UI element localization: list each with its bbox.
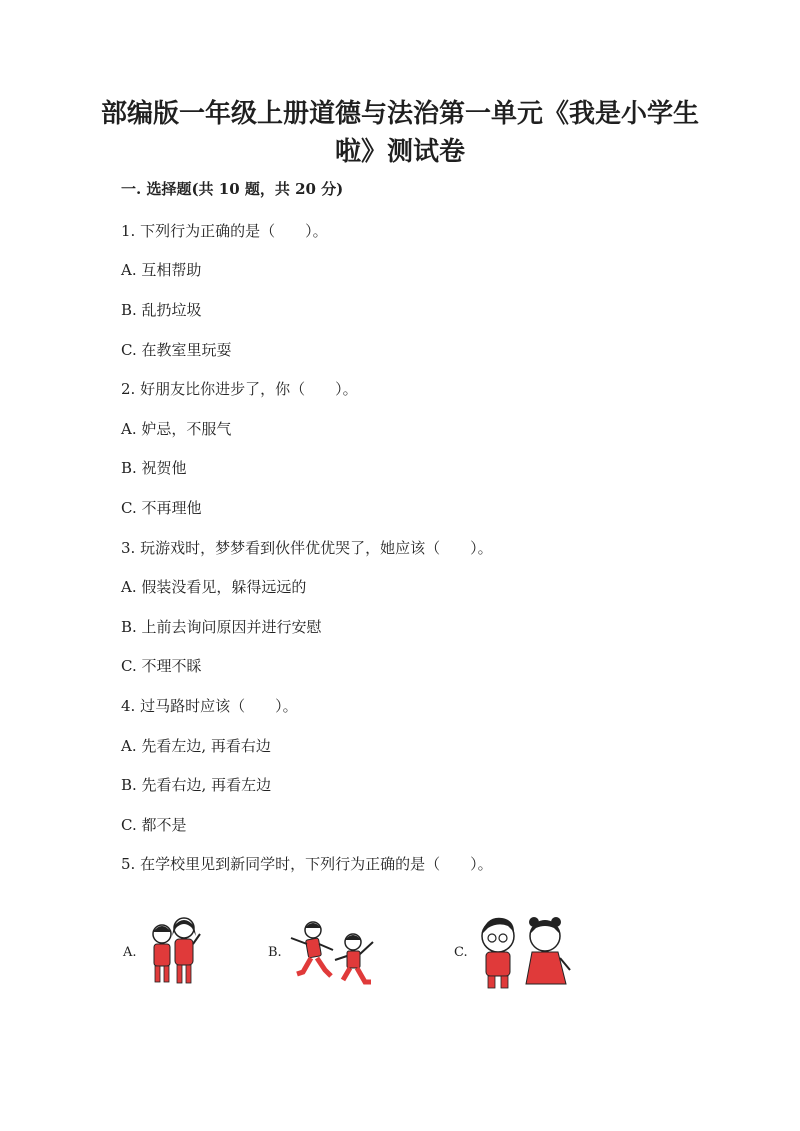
question-5-option-c-illustration[interactable] (472, 912, 577, 992)
question-2-option-a[interactable]: A. 妒忌，不服气 (121, 420, 232, 438)
question-1-option-c[interactable]: C. 在教室里玩耍 (121, 341, 232, 359)
question-4-option-b[interactable]: B. 先看右边, 再看左边 (121, 776, 272, 794)
question-5-option-a-label[interactable]: A. (123, 945, 137, 960)
question-2-option-b[interactable]: B. 祝贺他 (121, 459, 187, 477)
question-5-option-b-illustration[interactable] (285, 918, 385, 988)
question-4-stem: 4. 过马路时应该（ ）。 (121, 697, 298, 715)
question-5-option-a-illustration[interactable] (140, 912, 210, 992)
question-3-option-a[interactable]: A. 假装没看见，躲得远远的 (121, 578, 307, 596)
question-2-option-c[interactable]: C. 不再理他 (121, 499, 202, 517)
question-4-option-a[interactable]: A. 先看左边, 再看右边 (121, 737, 271, 755)
question-5-option-b-label[interactable]: B. (268, 945, 282, 960)
question-5-option-c-label[interactable]: C. (454, 945, 468, 960)
question-3-option-c[interactable]: C. 不理不睬 (121, 657, 202, 675)
question-1-option-a[interactable]: A. 互相帮助 (121, 261, 202, 279)
section-heading: 一. 选择题(共 10 题，共 20 分) (121, 180, 344, 198)
question-1-stem: 1. 下列行为正确的是（ ）。 (121, 222, 328, 240)
page-title: 部编版一年级上册道德与法治第一单元《我是小学生啦》测试卷 (100, 99, 699, 167)
question-3-stem: 3. 玩游戏时，梦梦看到伙伴优优哭了，她应该（ ）。 (121, 539, 493, 557)
question-5-stem: 5. 在学校里见到新同学时，下列行为正确的是（ ）。 (121, 855, 493, 873)
question-3-option-b[interactable]: B. 上前去询问原因并进行安慰 (121, 618, 322, 636)
question-1-option-b[interactable]: B. 乱扔垃圾 (121, 301, 202, 319)
question-2-stem: 2. 好朋友比你进步了，你（ ）。 (121, 380, 358, 398)
question-4-option-c[interactable]: C. 都不是 (121, 816, 187, 834)
